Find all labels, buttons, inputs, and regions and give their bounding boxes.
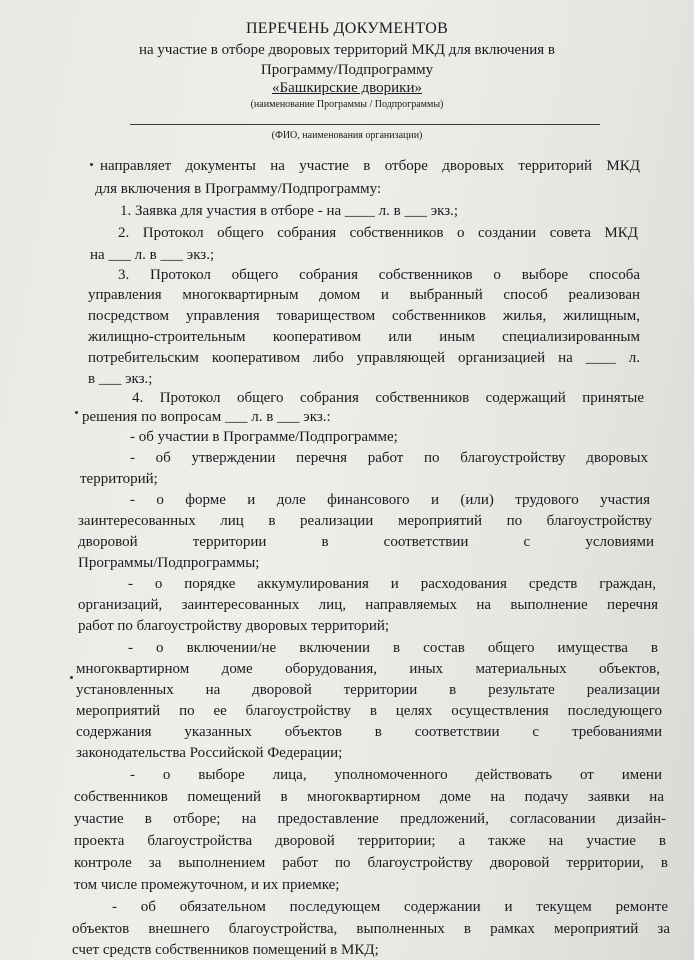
body-line: контроле за выполнением работ по благоустройству дворовой территории, в <box>74 855 668 871</box>
list-item-2: 2. Протокол общего собрания собственников о создании совета МКД <box>118 225 638 241</box>
list-item-3: 3. Протокол общего собрания собственников о выборе способа <box>118 267 640 283</box>
speck <box>70 676 73 679</box>
body-line: в ___ экз.; <box>88 371 153 387</box>
body-line: собственников помещений в многоквартирном доме на подачу заявки на <box>74 789 664 805</box>
body-line: установленных на дворовой территории в результате реализации <box>76 682 660 698</box>
list-item-4: 4. Протокол общего собрания собственников содержащий принятые <box>132 390 644 406</box>
speck <box>90 163 93 166</box>
body-line: дворовой территории в соответствии с условиями <box>78 534 654 550</box>
body-line: территорий; <box>80 471 158 487</box>
list-item-1: 1. Заявка для участия в отборе - на ____ л. в ___ экз.; <box>120 203 459 219</box>
sub-item: - о включении/не включении в состав общего имущества в <box>128 640 658 656</box>
body-line: жилищно-строительным кооперативом или иным специализированным <box>88 329 640 345</box>
body-line: направляет документы на участие в отборе дворовых территорий МКД <box>100 158 640 174</box>
sub-item: - об обязательном последующем содержании и текущем ремонте <box>112 899 668 915</box>
body-line: многоквартирном доме оборудования, иных материальных объектов, <box>76 661 660 677</box>
body-line: проекта благоустройства дворовой территории; а также на участие в <box>74 833 666 849</box>
document-title: ПЕРЕЧЕНЬ ДОКУМЕНТОВ <box>245 20 449 37</box>
body-line: объектов внешнего благоустройства, выполненных в рамках мероприятий за <box>72 921 670 937</box>
applicant-caption: (ФИО, наименования организации) <box>271 130 423 141</box>
body-line: содержания указанных объектов в соответствии с требованиями <box>76 724 662 740</box>
program-name: «Башкирские дворики» <box>272 80 422 96</box>
sub-item: - о форме и доле финансового и (или) трудового участия <box>130 492 650 508</box>
body-line: участие в отборе; на предоставление предложений, согласовании дизайн- <box>74 811 666 827</box>
speck <box>75 411 78 414</box>
sub-item: - об участии в Программе/Подпрограмме; <box>130 429 398 445</box>
body-line: Программы/Подпрограммы; <box>78 555 260 571</box>
body-line: том числе промежуточном, и их приемке; <box>74 877 340 893</box>
program-caption: (наименование Программы / Подпрограммы) <box>250 99 444 110</box>
body-line: мероприятий по ее благоустройству в целях осуществления последующего <box>76 703 662 719</box>
body-line: законодательства Российской Федерации; <box>76 745 343 761</box>
sub-item: - о выборе лица, уполномоченного действовать от имени <box>130 767 662 783</box>
body-line: решения по вопросам ___ л. в ___ экз.: <box>82 409 331 425</box>
body-line: на ___ л. в ___ экз.; <box>90 247 215 263</box>
body-line: работ по благоустройству дворовых территорий; <box>78 618 390 634</box>
body-line: управления многоквартирным домом и выбранный способ реализован <box>88 287 640 303</box>
sub-item: - о порядке аккумулирования и расходования средств граждан, <box>128 576 656 592</box>
sub-item: - об утверждении перечня работ по благоустройству дворовых <box>130 450 648 466</box>
body-line: для включения в Программу/Подпрограмму: <box>95 181 382 197</box>
title-line-2: на участие в отборе дворовых территорий МКД для включения в <box>138 42 555 58</box>
applicant-blank-line <box>130 124 600 125</box>
body-line: организаций, заинтересованных лиц, направляемых на выполнение перечня <box>78 597 658 613</box>
body-line: посредством управления товариществом собственников жилья, жилищным, <box>88 308 640 324</box>
body-line: потребительским кооперативом либо управляющей организацией на ____ л. <box>88 350 640 366</box>
body-line: счет средств собственников помещений в МКД; <box>72 942 379 958</box>
title-line-3: Программу/Подпрограмму <box>260 62 434 78</box>
body-line: заинтересованных лиц в реализации мероприятий по благоустройству <box>78 513 652 529</box>
